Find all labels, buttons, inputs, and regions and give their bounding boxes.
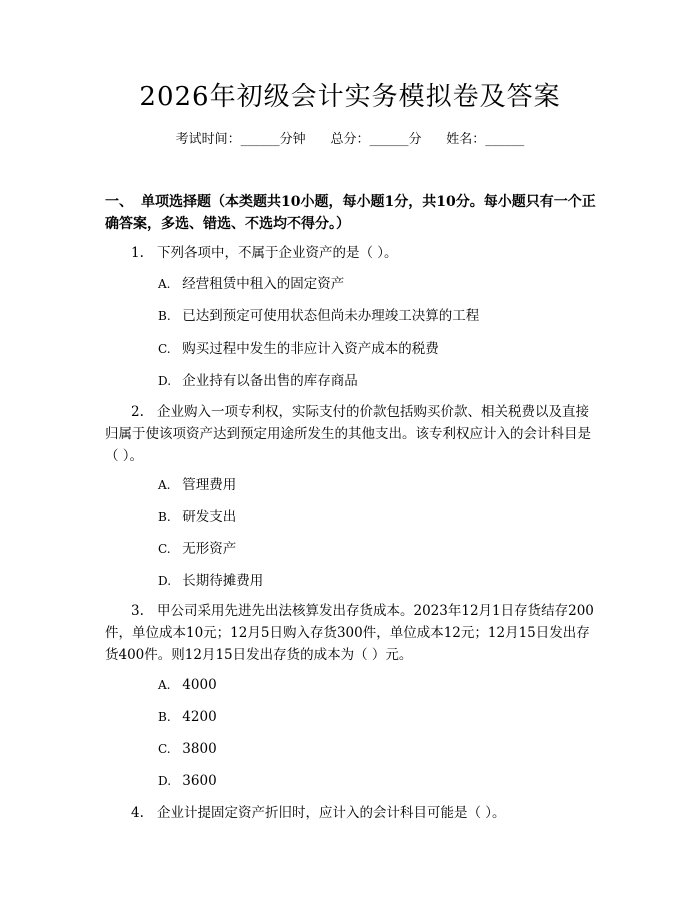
option-2a <box>158 474 236 496</box>
question-number: 2. <box>131 404 144 420</box>
option-label: C. <box>158 742 171 756</box>
section-number: 一、 <box>105 194 133 210</box>
question-stem: 下列各项中，不属于企业资产的是（ ）。 <box>157 245 398 261</box>
section-heading <box>105 191 605 235</box>
option-3a <box>158 674 217 696</box>
option-label: A. <box>158 478 171 492</box>
option-label: D. <box>158 574 172 588</box>
question-number: 1. <box>131 245 144 261</box>
option-label: B. <box>158 710 171 724</box>
question-stem: 企业计提固定资产折旧时，应计入的会计科目可能是（ ）。 <box>157 805 506 821</box>
option-text: 长期待摊费用 <box>182 573 264 589</box>
option-label: A. <box>158 678 171 692</box>
option-label: B. <box>158 309 171 323</box>
option-label: B. <box>158 510 171 524</box>
option-text: 经营租赁中租入的固定资产 <box>182 276 345 292</box>
option-text: 购买过程中发生的非应计入资产成本的税费 <box>182 341 439 357</box>
exam-info-line <box>0 130 700 150</box>
option-label: D. <box>158 774 172 788</box>
option-label: C. <box>158 342 171 356</box>
option-2d <box>158 570 263 592</box>
option-2c <box>158 538 236 560</box>
name-field: 姓名：______ <box>446 132 525 147</box>
question-3 <box>105 600 600 666</box>
option-text: 4200 <box>182 709 217 725</box>
question-2 <box>105 401 600 467</box>
option-text: 研发支出 <box>182 509 237 525</box>
option-text: 管理费用 <box>182 477 237 493</box>
option-1a <box>158 273 344 295</box>
option-3c <box>158 738 217 760</box>
question-number: 3. <box>131 603 144 619</box>
option-label: C. <box>158 542 171 556</box>
option-label: A. <box>158 277 171 291</box>
option-1b <box>158 305 479 327</box>
question-stem: 企业购入一项专利权，实际支付的价款包括购买价款、相关税费以及直接归属于使该项资产达到预定用途所发生的其他支出。该专利权应计入的会计科目是（ ）。 <box>105 404 591 464</box>
question-number: 4. <box>131 805 144 821</box>
option-text: 企业持有以备出售的库存商品 <box>182 373 358 389</box>
option-3b <box>158 706 217 728</box>
option-text: 已达到预定可使用状态但尚未办理竣工决算的工程 <box>182 308 480 324</box>
option-3d <box>158 770 217 792</box>
exam-time-field: 考试时间：______分钟 <box>175 132 306 147</box>
section-instructions: 单项选择题（本类题共10小题，每小题1分，共10分。每小题只有一个正确答案，多选、错选、不选均不得分。） <box>105 194 596 232</box>
option-1d <box>158 370 358 392</box>
option-text: 3600 <box>182 773 217 789</box>
option-label: D. <box>158 374 172 388</box>
page-title: 2026年初级会计实务模拟卷及答案 <box>139 82 561 112</box>
option-text: 无形资产 <box>182 541 237 557</box>
option-1c <box>158 338 439 360</box>
option-text: 4000 <box>182 677 217 693</box>
option-2b <box>158 506 236 528</box>
question-1 <box>105 242 600 264</box>
total-score-field: 总分：______分 <box>330 132 422 147</box>
question-stem: 甲公司采用先进先出法核算发出存货成本。2023年12月1日存货结存200件，单位成本10元；12月5日购入存货300件，单位成本12元；12月15日发出存货400件。则12月15日发出存货的成本为（ ）元。 <box>105 603 594 663</box>
question-4 <box>105 802 600 824</box>
option-text: 3800 <box>182 741 217 757</box>
